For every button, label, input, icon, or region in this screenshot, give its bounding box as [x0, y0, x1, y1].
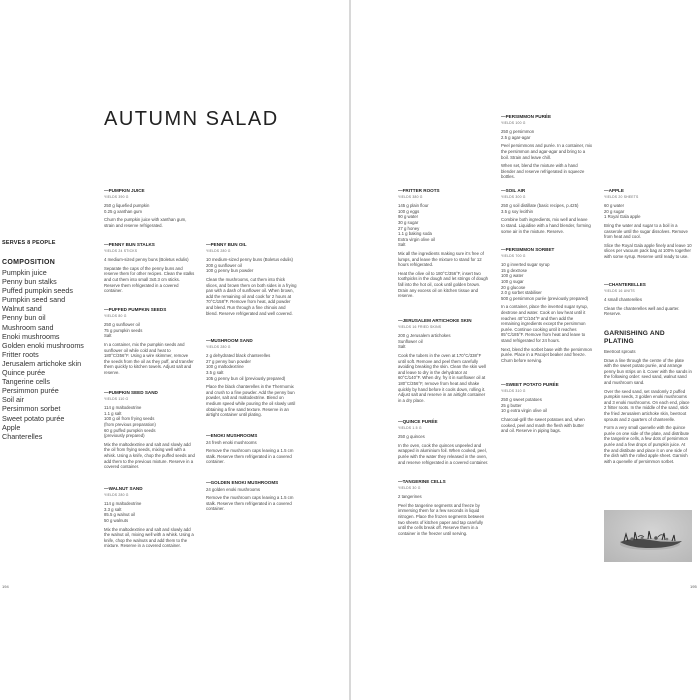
composition-item: Pumpkin juice — [2, 268, 47, 277]
garnishing-paragraph: Over the seed sand, set randomly 2 puffed pumpkin seeds, 3 golden enoki mushrooms and 3 enoki mushrooms. On each end, place 2 fritter roots. In the middle of the sand, stick the fried Jerusalem artichoke skin, beetroot sprouts and 2 quarters of chanterelle. — [604, 388, 690, 422]
section-title: —PUFFED PUMPKIN SEEDS — [104, 307, 167, 312]
page-number-right: 195 — [690, 584, 697, 589]
garnishing-paragraph: Form a very small quenelle with the quince purée on one side of the plate, and distribute the tangerine cells, a few dots of persimmon purée and a few drops of pumpkin juice. At the and distibute and place it on one side of the dish with the rolled apple sheet. Garnish with a quenelle of persimmon sorbet. — [604, 425, 690, 464]
ingredient-line: 100 g water — [501, 273, 524, 279]
method-paragraph: Next, blend the sorbet base with the persimmon purée. Place in a Pacojet beaker and freeze. Churn before serving. — [501, 346, 592, 363]
composition-item: Fritter roots — [2, 349, 39, 359]
ingredient-list — [398, 494, 489, 500]
method-paragraph: Combine both ingredients, mix well and leave to stand. Liquidise with a hand blender, forming some air in the mixture. Reserve. — [501, 217, 591, 234]
section-yield: YIELDS 280 G — [206, 344, 231, 349]
ingredient-line: 145 g plain flour — [398, 203, 429, 209]
section-title: —GOLDEN ENOKI MUSHROOMS — [206, 480, 279, 485]
ingredient-line: 1.1 g salt — [104, 410, 122, 416]
section-penny-bun-stalks — [104, 242, 195, 297]
page-number-left: 194 — [2, 584, 9, 589]
section-title: —PENNY BUN OIL — [206, 242, 247, 247]
section-title: —PERSIMMON SORBET — [501, 247, 555, 252]
ingredient-line: 24 golden enoki mushrooms — [206, 486, 260, 492]
ingredient-list — [206, 487, 297, 493]
method-paragraph: Remove the mushroom caps leaving a 1.5 cm stalk. Reserve them refrigerated in a covered container. — [206, 495, 294, 512]
ingredient-line: 500 g persimmon purée (previously prepared) — [501, 295, 589, 301]
method-text — [206, 384, 297, 418]
ingredient-line: 0.25 g xanthan gum — [104, 208, 142, 214]
composition-item: Puffed pumpkin seeds — [2, 286, 73, 296]
method-paragraph: In the oven, cook the quinces unpeeled and wrapped in aluminium foil. When cooked, peel, purée with the water they released in the oven, and reserve refrigerated in a covered container. — [398, 442, 489, 465]
composition-item: Apple — [2, 422, 21, 432]
method-paragraph: In a container, place the inverted sugar syrup, dextrose and water. Cook on low heat until it reaches 40°C/104°F and then add the remaining ingredients except the persimmon purée. Continue cooking until it reaches 85°C/185°F. Remove from heat and leave to stand refrigerated for 24 hours. — [501, 304, 588, 343]
section-tangerine-cells — [398, 479, 489, 539]
method-text — [398, 353, 489, 403]
ingredient-list — [206, 257, 297, 274]
method-paragraph: Peel the tangerine segments and freeze by immersing them for a few seconds in liquid nitrogen. Place the frozen segments between two sheets of kitchen paper and tap carefully until the cells break off. Reserve them in a container in the freezer until serving. — [398, 502, 485, 536]
composition-list — [2, 259, 100, 441]
section-yield: YIELDS 30 G — [398, 485, 421, 490]
section-yield: YIELDS 20 SHEETS — [604, 194, 639, 199]
section-title: —TANGERINE CELLS — [398, 479, 446, 484]
ingredient-line: Sunflower oil — [398, 338, 423, 344]
ingredient-line: 3.5 g salt — [206, 369, 224, 375]
ingredient-list — [501, 397, 592, 414]
ingredient-line: 250 g quinces — [398, 434, 425, 440]
method-text — [501, 143, 592, 180]
section-yield: YIELDS 16 UNITS — [604, 288, 635, 293]
method-paragraph: Clean the chanterelles well and quarter. Reserve. — [604, 305, 680, 317]
ingredient-list — [398, 203, 489, 248]
ingredient-line: 2 g dehydrated black chanterelles — [206, 353, 271, 359]
section-yield: YIELDS 300 G — [501, 194, 526, 199]
ingredient-line: 250 g sweet potatoes — [501, 397, 542, 403]
ingredient-list — [398, 333, 489, 350]
ingredient-list — [398, 434, 489, 440]
section-pumpkin-seed-sand — [104, 390, 195, 473]
ingredient-list — [104, 501, 195, 523]
ingredient-list — [104, 203, 195, 214]
method-paragraph: Mix all the ingredients making sure it's free of lumps, and leave the mixture to stand for 12 hours refrigerated. — [398, 250, 484, 268]
composition-item: Soil air — [2, 395, 24, 405]
recipe-title: AUTUMN SALAD — [104, 108, 279, 130]
ingredient-line: (from previous preparation) — [104, 421, 156, 427]
method-paragraph: In a container, mix the pumpkin seeds and sunflower oil while cold and heat to 180°C/356°F. Using a wire skimmer, remove the seeds from the oil as they puff, and transfer them quickly to kitchen towels. Adjust salt and reserve. — [104, 341, 194, 375]
section-title: —SWEET POTATO PURÉE — [501, 382, 559, 387]
ingredient-line: 2 tangerines — [398, 494, 422, 500]
ingredient-line: 10 medium-sized penny buns (Boletus edulis) — [206, 257, 293, 263]
method-paragraph: Remove the mushroom caps leaving a 1.5 cm stalk. Reserve them refrigerated in a covered container. — [206, 448, 294, 465]
composition-item: Persimmon sorbet — [2, 404, 61, 414]
method-text — [206, 495, 297, 512]
section-yield: YIELDS 280 G — [206, 248, 231, 253]
method-text — [398, 443, 489, 465]
method-paragraph: Place the black chanterelles in the Thermomix and crush to a fine powder. Add the penny bun powder, salt and maltodextrine. Blend on medium speed while pouring the oil slowly until obtaining a fine sand texture. Reserve in an airtight container until plating. — [206, 384, 296, 418]
method-paragraph: Mix the maltodextrine and salt and slowly add the oil from frying seeds, mixing well with a whisk. Using a knife, chop the puffed seeds and add them to the previous mixture. Reserve in a covered container. — [104, 441, 195, 470]
ingredient-list — [206, 440, 297, 446]
ingredient-line: 25 g butter — [501, 402, 522, 408]
section-yield: YIELDS 16 FRIED SKINS — [398, 324, 442, 329]
ingredient-line: 250 g sunflower oil — [104, 322, 140, 328]
ingredient-line: 27 g honey — [398, 225, 420, 231]
section-walnut-sand — [104, 486, 195, 552]
section-yield: YIELDS 80 G — [104, 313, 127, 318]
method-paragraph: Slice the Royal Gala apple finely and leave 10 slices per vacuum pack bag at 100% together with some syrup. Reserve until ready to use. — [604, 242, 692, 259]
method-paragraph: Charcoal-grill the sweet potatoes and, when cooked, peel and mash the flesh with butter and oil. Reserve in piping bags. — [501, 416, 585, 434]
section-yield: YIELDS 24 STICKS — [104, 248, 138, 253]
section-persimmon-sorbet — [501, 247, 592, 366]
section-yield: YIELDS 700 G — [501, 253, 526, 258]
method-paragraph: Cook the tubers in the oven at 170°C/338°F until soft. Remove and peel them carefully avoiding breaking the skin. Clean the skin well and leave to dry in the dehydrator at 60°C/140°F. When dry, fry it in sunflower oil at 180°C/356°F, remove from heat and shake quickly by hand before it cools down, rolling it. Adjust salt and reserve in an airtight container in a dry place. — [398, 352, 486, 403]
ingredient-line: 200 g sunflower oil — [206, 262, 242, 268]
section-title: —PUMPKIN SEED SAND — [104, 390, 158, 395]
section-title: —PENNY BUN STALKS — [104, 242, 155, 247]
method-text — [398, 251, 489, 299]
method-text — [104, 342, 195, 376]
method-text — [604, 223, 695, 260]
ingredient-list — [206, 353, 297, 381]
method-paragraph: Peel persimmons and purée. In a container, mix the persimmon and agar-agar and bring to a boil. Strain and leave chill. — [501, 143, 592, 160]
composition-item: Mushroom sand — [2, 322, 54, 332]
section-mushroom-sand — [206, 338, 297, 421]
composition-item: Walnut sand — [2, 304, 42, 314]
method-text — [104, 217, 195, 228]
ingredient-list — [604, 203, 695, 220]
section-yield: YIELDS 390 G — [104, 194, 129, 199]
ingredient-line: 114 g maltodextrine — [104, 501, 142, 507]
ingredient-line: 100 g penny bun powder — [206, 268, 254, 274]
ingredient-line: 85.5 g walnut oil — [104, 512, 136, 518]
composition-item: Penny bun stalks — [2, 277, 57, 287]
section-persimmon-puree — [501, 114, 592, 183]
composition-item: Persimmon purée — [2, 386, 59, 396]
section-golden-enoki-mushrooms — [206, 480, 297, 515]
method-paragraph: When set, blend the mixture with a hand blender and reserve refrigerated in squeeze bottles. — [501, 163, 585, 180]
section-yield: YIELDS 310 G — [501, 388, 526, 393]
ingredient-list — [104, 405, 195, 439]
ingredient-line: 50 g walnuts — [104, 517, 129, 523]
ingredient-line: Extra virgin olive oil — [398, 236, 436, 242]
ingredient-line: 60 g water — [604, 203, 625, 209]
section-penny-bun-oil — [206, 242, 297, 319]
composition-item: Pumpkin seed sand — [2, 295, 66, 305]
ingredient-line: 2.0 g sorbet stabiliser — [501, 290, 542, 296]
section-yield: YIELDS 380 G — [398, 194, 423, 199]
section-enoki-mushrooms — [206, 433, 297, 468]
ingredient-line: 100 g oil from frying seeds — [104, 416, 155, 422]
section-title: —QUINCE PURÉE — [398, 419, 438, 424]
composition-item: Golden enoki mushrooms — [2, 340, 84, 350]
method-paragraph: Mix the maltodextrine and salt and slowly add the walnut oil, mixing well with a whisk. Using a knife, chop the walnuts and add them to the mixture. Reserve in a covered container. — [104, 526, 194, 549]
section-title: —MUSHROOM SAND — [206, 338, 253, 343]
ingredient-line: 10 g extra virgin olive oil — [501, 408, 548, 414]
method-text — [104, 266, 195, 294]
ingredient-line: 100 g sugar — [501, 278, 524, 284]
section-title: —APPLE — [604, 188, 624, 193]
section-yield: YIELDS 110 G — [104, 396, 129, 401]
ingredient-line: 100 g maltodextrine — [206, 364, 244, 370]
section-title: —PUMPKIN JUICE — [104, 188, 145, 193]
ingredient-line: 250 g soil distillate (basic recipes, p.425) — [501, 203, 579, 209]
composition-heading: COMPOSITION — [2, 259, 56, 266]
method-paragraph: Churn the pumpkin juice with xanthan gum, strain and reserve refrigerated. — [104, 217, 187, 228]
ingredient-line: 30 g sugar — [398, 219, 419, 225]
plated-dish-illustration — [604, 510, 692, 562]
composition-item: Sweet potato purée — [2, 413, 65, 423]
ingredient-line: 114 g maltodextrine — [104, 405, 142, 411]
section-quince-puree — [398, 419, 489, 468]
garnishing-paragraph: Draw a line through the centre of the plate with the sweet potato purée, and arrange penny bun strips on it. Cover with the sands in the following order: seed sand, walnut sand and mushroom sand. — [604, 357, 692, 385]
composition-item: Jerusalem artichoke skin — [2, 358, 82, 368]
section-fritter-roots — [398, 188, 489, 302]
ingredient-line: (previously prepared) — [104, 433, 145, 439]
ingredient-line: 250 g liquefied pumpkin — [104, 203, 150, 209]
ingredient-line: Salt — [104, 333, 112, 339]
method-text — [104, 442, 195, 470]
section-title: —CHANTERELLES — [604, 282, 646, 287]
section-title: —WALNUT SAND — [104, 486, 143, 491]
section-soil-air — [501, 188, 592, 237]
ingredient-line: 24 fresh enoki mushrooms — [206, 439, 257, 445]
ingredient-line: 20 g glucose — [501, 284, 526, 290]
composition-item: Enoki mushrooms — [2, 331, 60, 341]
ingredient-line: 3.3 g salt — [104, 506, 122, 512]
composition-item: Penny bun oil — [2, 313, 46, 323]
ingredient-line: 75 g pumpkin seeds — [104, 327, 143, 333]
section-title: —SOIL AIR — [501, 188, 526, 193]
ingredient-line: 3.5 g soy lecithin — [501, 208, 534, 214]
ingredient-list — [501, 129, 592, 140]
ingredient-line: 27 g penny bun powder — [206, 358, 251, 364]
method-text — [501, 217, 592, 234]
section-sweet-potato-puree — [501, 382, 592, 437]
ingredient-line: 1.1 g baking soda — [398, 231, 432, 237]
section-yield: YIELDS 280 G — [104, 492, 129, 497]
method-paragraph: Bring the water and sugar to a boil in a casserole until the sugar dissolves. Remove from heat and cool. — [604, 222, 688, 240]
method-paragraph: Clean the mushrooms, cut them into thick slices, and brown them on both sides in a frying pan with a dash of sunflower oil. When brown, add the remaining oil and cook for 2 hours at 70°C/158°F. Remove from heat, add powder and blend. Run through a fine chinois and blend. Reserve refrigerated and well covered. — [206, 276, 297, 316]
ingredient-line: 10 g inverted sugar syrup — [501, 262, 550, 268]
garnishing-heading: GARNISHING AND PLATING — [604, 330, 665, 345]
ingredient-line: 4 medium-sized penny buns (Boletus edulis) — [104, 257, 189, 263]
section-title: —ENOKI MUSHROOMS — [206, 433, 258, 438]
section-chanterelles — [604, 282, 695, 320]
method-text — [501, 417, 592, 434]
ingredient-line: 1 Royal Gala apple — [604, 214, 641, 220]
section-puffed-pumpkin-seeds — [104, 307, 195, 379]
method-paragraph: Heat the olive oil to 180°C/356°F, insert two toothpicks in the dough and let strings of dough fall into the hot oil, cook until golden brown. Drain any excess oil on kitchen tissue and reserve. — [398, 270, 489, 299]
ingredient-list — [501, 262, 592, 301]
section-yield: YIELDS 100 G — [501, 120, 526, 125]
ingredient-line: 20 g sugar — [604, 208, 625, 214]
ingredient-line: 200 g Jerusalem artichokes — [398, 333, 451, 339]
section-jerusalem-artichoke-skin — [398, 318, 489, 406]
section-yield: YIELDS 1.5 G — [398, 425, 422, 430]
method-text — [604, 306, 695, 317]
ingredient-line: 4 small chanterelles — [604, 297, 642, 303]
serves-label: SERVES 8 PEOPLE — [2, 240, 56, 246]
section-title: —PERSIMMON PURÉE — [501, 114, 552, 119]
section-title: —FRITTER ROOTS — [398, 188, 440, 193]
ingredient-list — [604, 297, 695, 303]
ingredient-line: 2.5 g agar-agar — [501, 134, 531, 140]
composition-item: Chanterelles — [2, 431, 43, 441]
method-paragraph: Separate the caps of the penny buns and reserve them for other recipes. Clean the stalks and cut them into small 3x0.3 cm sticks. Reserve them refrigerated in a covered container. — [104, 265, 195, 294]
section-apple — [604, 188, 695, 263]
ingredient-line: 105 g penny bun oil (previously prepared) — [206, 375, 286, 381]
garnishing-section — [604, 330, 692, 467]
method-text — [501, 304, 592, 363]
composition-item: Quince purée — [2, 368, 46, 378]
ingredient-list — [104, 322, 195, 339]
garnishing-paragraph: Beetroot sprouts — [604, 349, 636, 354]
ingredient-list — [104, 257, 195, 263]
ingredient-line: 15 g dextrose — [501, 267, 528, 273]
ingredient-line: Salt — [398, 344, 406, 350]
composition-item: Tangerine cells — [2, 377, 50, 387]
plated-dish-photo — [604, 510, 692, 562]
section-pumpkin-juice — [104, 188, 195, 232]
method-text — [104, 527, 195, 549]
ingredient-line: 60 g puffed pumpkin seeds — [104, 427, 156, 433]
ingredient-line: 100 g eggs — [398, 208, 420, 214]
ingredient-line: Salt — [398, 242, 406, 248]
section-title: —JERUSALEM ARTICHOKE SKIN — [398, 318, 472, 323]
method-text — [206, 448, 297, 465]
ingredient-line: 250 g persimmon — [501, 129, 535, 135]
ingredient-list — [501, 203, 592, 214]
method-text — [206, 277, 297, 316]
ingredient-line: 90 g water — [398, 214, 419, 220]
method-text — [398, 503, 489, 537]
